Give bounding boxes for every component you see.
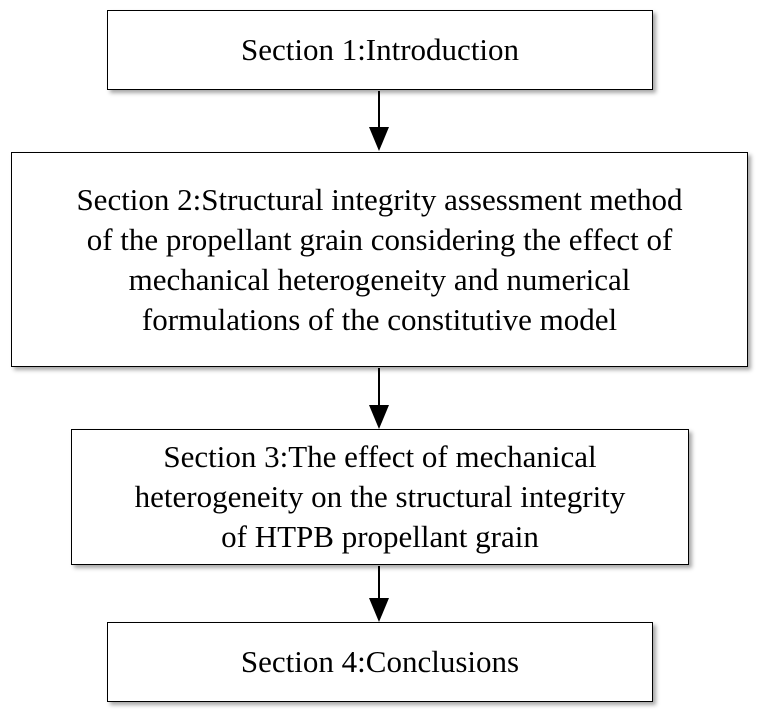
section-2-text-line: formulations of the constitutive model bbox=[141, 301, 618, 337]
section-3-text-line: Section 3:The effect of mechanical bbox=[163, 439, 597, 474]
section-4-box bbox=[107, 622, 653, 702]
section-3-box bbox=[71, 429, 689, 565]
section-2-text-line: of the propellant grain considering the effect of bbox=[86, 221, 673, 257]
arrow-shaft bbox=[378, 91, 380, 127]
section-3-text-line: heterogeneity on the structural integrity bbox=[134, 479, 626, 514]
section-3-text-line: of HTPB propellant grain bbox=[221, 519, 539, 554]
section-2-text-line: mechanical heterogeneity and numerical bbox=[128, 261, 631, 297]
arrow-shaft bbox=[378, 566, 380, 598]
section-1-text-line: Section 1:Introduction bbox=[240, 32, 520, 67]
arrow-down-icon bbox=[369, 598, 389, 622]
arrow-down-icon bbox=[369, 405, 389, 429]
section-4-text-line: Section 4:Conclusions bbox=[240, 644, 520, 679]
section-1-box bbox=[107, 10, 653, 90]
arrow-shaft bbox=[378, 368, 380, 405]
arrow-down-icon bbox=[369, 127, 389, 151]
section-2-text-line: Section 2:Structural integrity assessment method bbox=[76, 181, 683, 217]
section-2-box bbox=[11, 152, 748, 367]
